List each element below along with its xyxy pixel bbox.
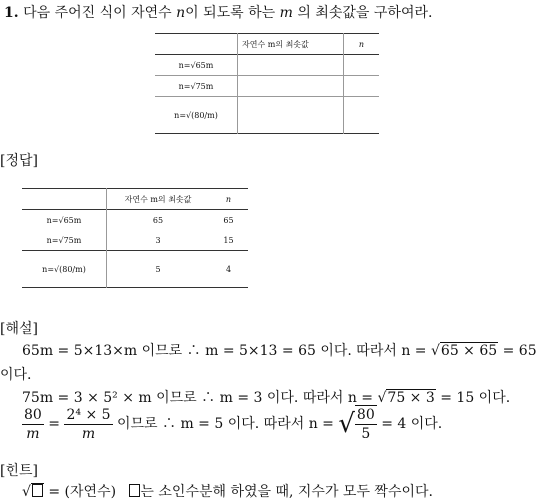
solution-label: [해설]: [0, 321, 38, 337]
row-label: n=√75m: [22, 230, 107, 251]
fraction: $\frac{80}{m}$: [24, 406, 42, 442]
row-label: n=√(80/m): [155, 97, 238, 134]
sqrt-expr: √65 × 65: [430, 343, 498, 359]
sqrt-expr: √75 × 3: [377, 390, 435, 406]
header-n: n: [225, 194, 232, 204]
cell-n: 4: [225, 264, 232, 274]
cell-m: 5: [155, 264, 161, 274]
problem-statement: 1. 다음 주어진 식이 자연수 n이 되도록 하는 m 의 최솟값을 구하여라.: [4, 5, 433, 21]
solution-line-3: $\frac{80}{m}$ = $\frac{\text{2⁴ × 5}}{m}$ 이므로 ∴ m = 5 이다. 따라서 n = √ $\frac{80}{5}$ = 4 이다.: [24, 406, 443, 442]
hint-line: √ = (자연수) 는 소인수분해 하였을 때, 지수가 모두 짝수이다.: [22, 484, 433, 500]
header-m: 자연수 m의 최솟값: [124, 194, 192, 204]
placeholder-box-icon: [129, 484, 140, 497]
solution-line-1: 65m = 5×13×m 이므로 ∴ m = 5×13 = 65 이다. 따라서 n = √65 × 65 = 65: [22, 343, 537, 359]
solution-line-1-wrap: 이다.: [0, 367, 32, 383]
placeholder-box-icon: [32, 484, 43, 497]
answer-label: [정답]: [0, 153, 38, 169]
cell-n: 65: [223, 215, 234, 225]
row-label: n=√75m: [155, 76, 238, 97]
fraction: $\frac{\text{2⁴ × 5}}{m}$: [66, 406, 111, 442]
cell-n: 15: [223, 235, 234, 245]
answer-table: [22, 188, 248, 288]
problem-table: [155, 33, 379, 134]
sqrt-box-expr: √: [22, 483, 44, 500]
header-n: n: [358, 39, 365, 49]
cell-m: 3: [155, 235, 161, 245]
problem-number: 1.: [4, 5, 19, 21]
row-label: n=√65m: [22, 210, 107, 231]
row-label: n=√65m: [155, 55, 238, 76]
row-label: n=√(80/m): [22, 251, 107, 288]
hint-label: [힌트]: [0, 463, 38, 479]
solution-line-2: 75m = 3 × 5² × m 이므로 ∴ m = 3 이다. 따라서 n = √75 × 3 = 15 이다.: [22, 390, 511, 406]
header-m: 자연수 m의 최솟값: [238, 34, 344, 55]
fraction: $\frac{80}{5}$: [356, 407, 375, 442]
cell-m: 65: [152, 215, 164, 225]
